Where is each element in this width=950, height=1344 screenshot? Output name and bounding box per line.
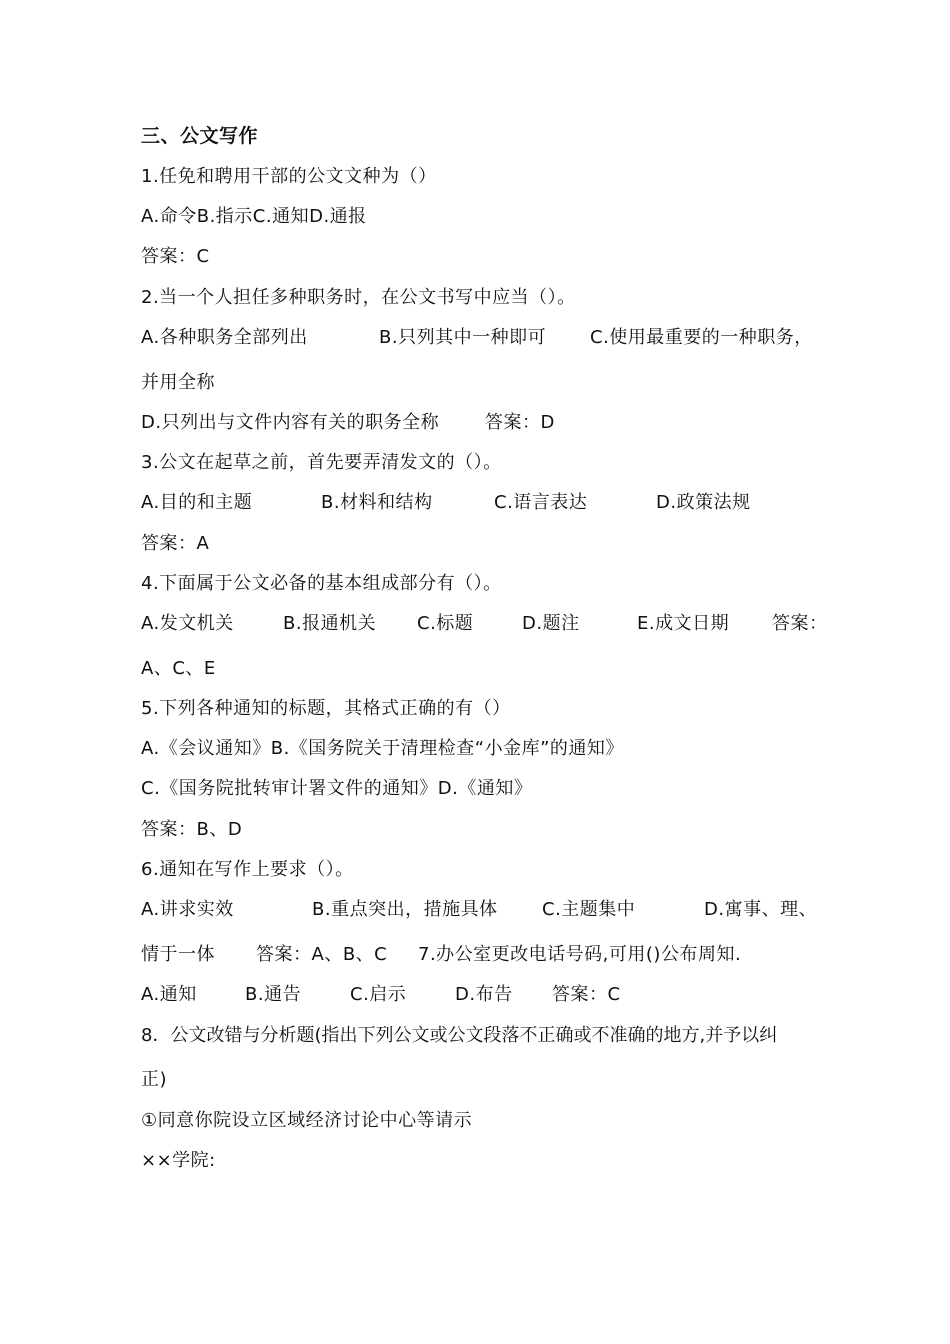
question-6-answer: 答案：A、B、C [256, 944, 388, 965]
question-7-option-b: B.通告 [245, 984, 302, 1005]
question-7-option-a: A.通知 [141, 984, 197, 1005]
question-4-option-d: D.题注 [522, 613, 580, 634]
question-6-option-d-continued: 情于一体 [141, 944, 215, 965]
question-5-answer: 答案：B、D [141, 819, 243, 840]
question-4-answer-value: A、C、E [141, 658, 216, 679]
question-3-option-a: A.目的和主题 [141, 492, 253, 513]
question-8-item-1-salutation: ××学院: [141, 1150, 216, 1171]
question-1-answer: 答案：C [141, 246, 210, 267]
question-5-options-line-2: C.《国务院批转审计署文件的通知》D.《通知》 [141, 778, 533, 799]
question-2-option-d-row [141, 412, 641, 434]
question-3: 3.公文在起草之前，首先要弄清发文的（）。 [141, 452, 502, 473]
question-2-option-c-continued: 并用全称 [141, 372, 215, 393]
question-4-option-b: B.报通机关 [283, 613, 377, 634]
question-8-item-1-title: ①同意你院设立区域经济讨论中心等请示 [141, 1110, 473, 1131]
question-3-answer: 答案：A [141, 533, 210, 554]
question-6-option-c: C.主题集中 [542, 899, 636, 920]
question-1: 1.任免和聘用干部的公文文种为（） [141, 166, 437, 187]
question-2-option-c: C.使用最重要的一种职务， [590, 327, 813, 348]
question-4: 4.下面属于公文必备的基本组成部分有（）。 [141, 573, 502, 594]
question-7-options-row [141, 984, 641, 1006]
question-2-option-a: A.各种职务全部列出 [141, 327, 308, 348]
section-title: 三、公文写作 [141, 125, 259, 147]
question-7-option-c: C.启示 [350, 984, 407, 1005]
question-2-answer: 答案：D [485, 412, 555, 433]
question-6: 6.通知在写作上要求（）。 [141, 859, 354, 880]
question-3-option-b: B.材料和结构 [321, 492, 433, 513]
question-2-option-d: D.只列出与文件内容有关的职务全称 [141, 412, 440, 433]
question-8-continued: 正) [141, 1069, 168, 1090]
question-6-option-a: A.讲求实效 [141, 899, 234, 920]
question-4-options-row [141, 613, 831, 635]
question-2: 2.当一个人担任多种职务时，在公文书写中应当（）。 [141, 287, 576, 308]
question-4-answer-label: 答案： [772, 613, 828, 634]
question-3-options-row [141, 492, 821, 514]
question-6-7-row [141, 944, 821, 966]
question-5-options-line-1: A.《会议通知》B.《国务院关于清理检查“小金库”的通知》 [141, 738, 624, 759]
question-3-option-c: C.语言表达 [494, 492, 588, 513]
question-5: 5.下列各种通知的标题，其格式正确的有（） [141, 698, 511, 719]
question-6-option-d: D.寓事、理、 [704, 899, 818, 920]
question-7-option-d: D.布告 [455, 984, 513, 1005]
question-4-option-a: A.发文机关 [141, 613, 234, 634]
question-1-options: A.命令B.指示C.通知D.通报 [141, 206, 367, 227]
question-7: 7.办公室更改电话号码,可用()公布周知. [418, 944, 742, 965]
question-4-option-e: E.成文日期 [637, 613, 730, 634]
question-6-option-b: B.重点突出，措施具体 [312, 899, 498, 920]
question-8: 8．公文改错与分析题(指出下列公文或公文段落不正确或不准确的地方,并予以纠 [141, 1025, 778, 1046]
question-3-option-d: D.政策法规 [656, 492, 751, 513]
question-2-option-b: B.只列其中一种即可 [379, 327, 547, 348]
question-7-answer: 答案：C [552, 984, 621, 1005]
question-4-option-c: C.标题 [417, 613, 474, 634]
question-6-options-row [141, 899, 831, 921]
question-2-options-row [141, 327, 841, 349]
